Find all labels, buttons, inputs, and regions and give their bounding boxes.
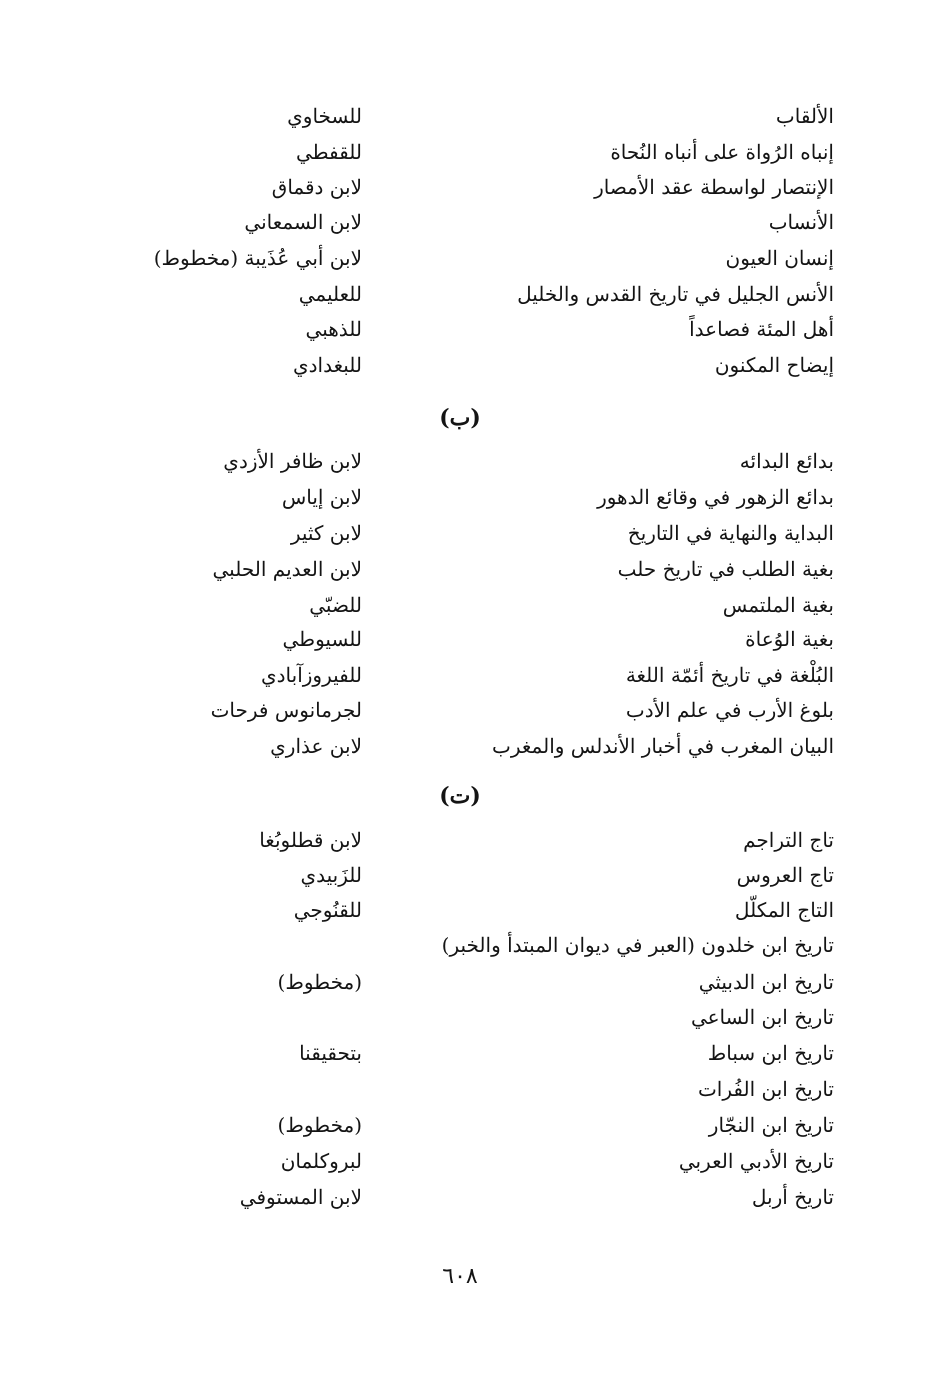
book-title: تاريخ ابن سباط [707, 1041, 834, 1065]
book-title: بدائع البدائه [739, 449, 834, 473]
book-author: للفيروزآبادي [261, 663, 362, 687]
section-heading: (ت) [439, 783, 481, 809]
book-title: تاريخ الأدبي العربي [678, 1149, 834, 1173]
book-title: الإنتصار لواسطة عقد الأمصار [594, 175, 834, 199]
book-author: للزَبيدي [300, 863, 362, 887]
book-title: بغية الملتمس [722, 593, 834, 617]
list-item [0, 857, 940, 893]
book-author: للقفطي [295, 140, 362, 164]
list-item [0, 443, 940, 479]
page-number: ٦٠٨ [442, 1264, 478, 1289]
book-author: لبروكلمان [280, 1149, 362, 1173]
list-item [0, 964, 940, 1000]
book-title: إنباه الرُواة على أنباه النُحاة [610, 140, 834, 164]
book-title: تاريخ ابن خلدون (العبر في ديوان المبتدأ والخبر) [441, 933, 834, 957]
list-item [0, 728, 940, 764]
book-author: لابن أبي عُذَيبة (مخطوط) [153, 246, 362, 270]
book-title: تاريخ ابن النجّار [708, 1113, 834, 1137]
list-item [0, 276, 940, 312]
book-title: تاريخ ابن الفُرات [697, 1077, 834, 1101]
list-item [0, 551, 940, 587]
book-title: إيضاح المكنون [714, 353, 834, 377]
book-author: لابن عذاري [270, 734, 362, 758]
book-title: الألقاب [775, 104, 834, 128]
list-item [0, 134, 940, 170]
book-author: للضبّي [309, 593, 362, 617]
book-title: البُلْغة في تاريخ أئمّة اللغة [625, 663, 834, 687]
book-author: للسخاوي [287, 104, 362, 128]
list-item [0, 621, 940, 657]
book-title: تاريخ أربل [751, 1185, 834, 1209]
book-title: أهل المئة فصاعداً [689, 317, 834, 341]
list-item [0, 479, 940, 515]
book-author: لابن المستوفي [239, 1185, 362, 1209]
list-item [0, 1143, 940, 1179]
list-item [0, 892, 940, 928]
book-author: (مخطوط) [277, 970, 362, 994]
book-author: للقنُوجي [293, 898, 362, 922]
list-item [0, 515, 940, 551]
book-title: بدائع الزهور في وقائع الدهور [597, 485, 834, 509]
list-item [0, 204, 940, 240]
book-title: الأنساب [768, 210, 834, 234]
list-item [0, 657, 940, 693]
book-author: للسيوطي [282, 627, 362, 651]
book-author: (مخطوط) [277, 1113, 362, 1137]
list-item [0, 1071, 940, 1107]
list-item [0, 311, 940, 347]
book-title: بغية الوُعاة [745, 627, 834, 651]
book-title: تاج التراجم [743, 828, 834, 852]
list-item [0, 98, 940, 134]
list-item [0, 822, 940, 858]
book-author: لابن دقماق [271, 175, 362, 199]
book-title: بلوغ الأرب في علم الأدب [625, 698, 834, 722]
book-title: تاريخ ابن الدبيثي [698, 970, 834, 994]
list-item [0, 1035, 940, 1071]
book-author: بتحقيقنا [299, 1041, 362, 1065]
section-heading: (ب) [439, 405, 481, 431]
book-title: الأنس الجليل في تاريخ القدس والخليل [517, 282, 834, 306]
list-item [0, 1107, 940, 1143]
book-title: بغية الطلب في تاريخ حلب [617, 557, 834, 581]
book-title: إنسان العيون [725, 246, 834, 270]
list-item [0, 1179, 940, 1215]
book-author: لابن السمعاني [244, 210, 362, 234]
book-title: التاج المكلّل [734, 898, 834, 922]
book-title: البيان المغرب في أخبار الأندلس والمغرب [492, 734, 834, 758]
book-author: لابن قطلوبُغا [259, 828, 362, 852]
list-item [0, 240, 940, 276]
list-item [0, 692, 940, 728]
list-item [0, 927, 940, 963]
book-author: لابن العديم الحلبي [212, 557, 362, 581]
book-author: للبغدادي [292, 353, 362, 377]
book-title: تاج العروس [736, 863, 834, 887]
list-item [0, 347, 940, 383]
list-item [0, 999, 940, 1035]
list-item [0, 169, 940, 205]
book-author: للذهبي [305, 317, 362, 341]
book-author: لابن كثير [290, 521, 362, 545]
book-author: لجرمانوس فرحات [210, 698, 362, 722]
book-title: البداية والنهاية في التاريخ [627, 521, 834, 545]
book-author: للعليمي [298, 282, 362, 306]
book-title: تاريخ ابن الساعي [690, 1005, 834, 1029]
book-author: لابن ظافر الأزدي [223, 449, 362, 473]
list-item [0, 587, 940, 623]
book-author: لابن إياس [281, 485, 362, 509]
